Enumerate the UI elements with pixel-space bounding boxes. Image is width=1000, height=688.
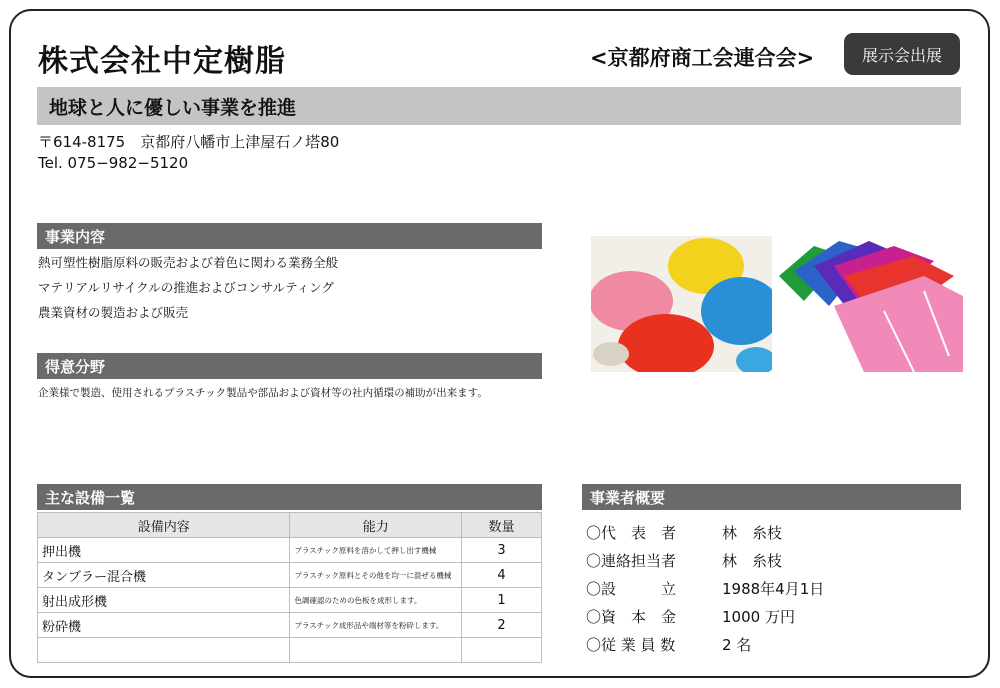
telephone: Tel. 075−982−5120 — [38, 154, 189, 172]
resin-pellets-image — [591, 236, 772, 372]
table-row — [38, 563, 542, 588]
overview-row — [586, 578, 824, 599]
column-header: 能力 — [290, 513, 462, 538]
business-section-header — [37, 223, 542, 249]
slogan-text: 地球と人に優しい事業を推進 — [49, 96, 297, 119]
overview-section-header — [582, 484, 961, 510]
column-header: 設備内容 — [38, 513, 290, 538]
overview-value: 1000 万円 — [722, 608, 795, 626]
business-item: マテリアルリサイクルの推進およびコンサルティング — [38, 280, 334, 295]
company-name: 株式会社中定樹脂 — [38, 44, 286, 79]
overview-row — [586, 634, 751, 655]
overview-label: 〇資 本 金 — [586, 608, 677, 626]
overview-row — [586, 522, 782, 543]
business-item: 熱可塑性樹脂原料の販売および着色に関わる業務全般 — [38, 255, 339, 270]
equipment-capability: プラスチック成形品や端材等を粉砕します。 — [290, 613, 462, 638]
equipment-name: 射出成形機 — [38, 588, 290, 613]
business-section-title: 事業内容 — [45, 227, 106, 246]
table-header-row — [38, 513, 542, 538]
overview-section-title: 事業者概要 — [590, 488, 666, 507]
equipment-quantity: 2 — [462, 613, 542, 638]
equipment-name: タンブラー混合機 — [38, 563, 290, 588]
table-row — [38, 613, 542, 638]
specialty-text: 企業様で製造、使用されるプラスチック製品や部品および資材等の社内循環の補助が出来ます。 — [38, 387, 488, 399]
overview-value: 林 糸枝 — [722, 552, 783, 570]
equipment-quantity: 1 — [462, 588, 542, 613]
overview-value: 1988年4月1日 — [722, 580, 825, 598]
overview-label: 〇代 表 者 — [586, 524, 677, 542]
overview-label: 〇連絡担当者 — [586, 552, 677, 570]
overview-value: 林 糸枝 — [722, 524, 783, 542]
equipment-capability: プラスチック原料とその他を均一に混ぜる機械 — [290, 563, 462, 588]
slogan-bar — [37, 87, 961, 125]
equipment-quantity: 4 — [462, 563, 542, 588]
business-item: 農業資材の製造および販売 — [38, 305, 189, 320]
overview-label: 〇従 業 員 数 — [586, 636, 676, 654]
exhibit-button[interactable]: 展示会出展 — [844, 33, 960, 75]
table-row — [38, 538, 542, 563]
association-name: <京都府商工会連合会> — [590, 46, 815, 70]
equipment-capability: プラスチック原料を溶かして押し出す機械 — [290, 538, 462, 563]
overview-row — [586, 606, 795, 627]
equipment-section-header — [37, 484, 542, 510]
table-row — [38, 588, 542, 613]
equipment-name: 押出機 — [38, 538, 290, 563]
postal-address: 〒614-8175 京都府八幡市上津屋石ノ塔80 — [38, 133, 340, 151]
resin-pellets-photo — [591, 236, 772, 372]
equipment-section-title: 主な設備一覧 — [45, 488, 136, 507]
equipment-quantity: 3 — [462, 538, 542, 563]
color-plates-image — [774, 236, 963, 372]
color-plates-photo — [774, 236, 963, 372]
column-header: 数量 — [462, 513, 542, 538]
specialty-section-header — [37, 353, 542, 379]
specialty-section-title: 得意分野 — [45, 357, 106, 376]
equipment-capability: 色調確認のための色板を成形します。 — [290, 588, 462, 613]
equipment-name: 粉砕機 — [38, 613, 290, 638]
equipment-table — [37, 512, 542, 663]
overview-label: 〇設 立 — [586, 580, 677, 598]
overview-value: 2 名 — [722, 636, 752, 654]
overview-row — [586, 550, 782, 571]
table-row-empty — [38, 638, 542, 663]
